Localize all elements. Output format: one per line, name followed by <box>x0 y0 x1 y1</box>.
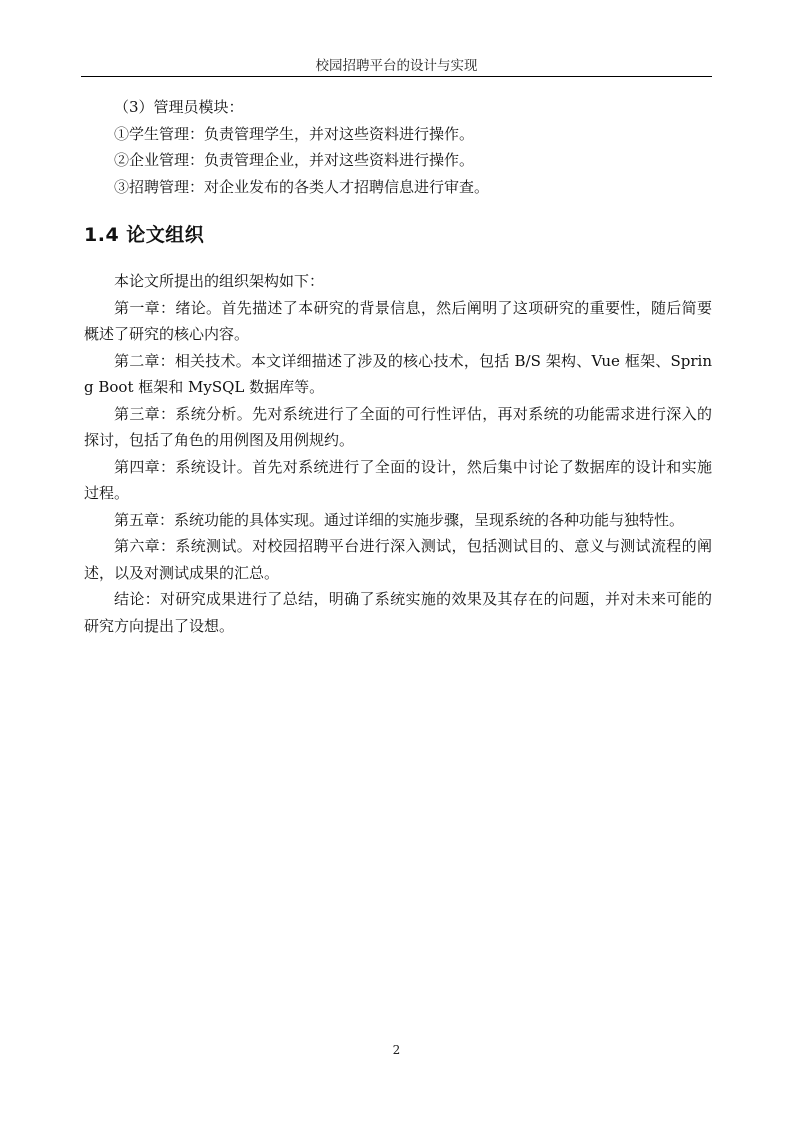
paragraph-chapter-3: 第三章：系统分析。先对系统进行了全面的可行性评估，再对系统的功能需求进行深入的探讨，包括了角色的用例图及用例规约。 <box>84 404 712 449</box>
admin-module-item-recruitment: ③招聘管理：对企业发布的各类人才招聘信息进行审查。 <box>114 177 490 196</box>
paragraph-conclusion: 结论：对研究成果进行了总结，明确了系统实施的效果及其存在的问题，并对未来可能的研究方向提出了设想。 <box>84 590 712 635</box>
paragraph-chapter-6: 第六章：系统测试。对校园招聘平台进行深入测试，包括测试目的、意义与测试流程的阐述，以及对测试成果的汇总。 <box>84 537 712 582</box>
admin-module-heading: （3）管理员模块： <box>114 98 244 116</box>
paragraph-chapter-5: 第五章：系统功能的具体实现。通过详细的实施步骤，呈现系统的各种功能与独特性。 <box>114 510 685 529</box>
admin-module-item-company: ②企业管理：负责管理企业，并对这些资料进行操作。 <box>114 151 475 169</box>
header-rule <box>81 76 712 77</box>
running-header: 校园招聘平台的设计与实现 <box>315 58 478 74</box>
paragraph-intro: 本论文所提出的组织架构如下： <box>114 272 325 290</box>
section-heading: 1.4 论文组织 <box>84 224 205 246</box>
paragraph-chapter-1: 第一章：绪论。首先描述了本研究的背景信息，然后阐明了这项研究的重要性，随后简要概述了研究的核心内容。 <box>84 298 712 343</box>
page-number: 2 <box>392 1043 401 1057</box>
admin-module-item-student: ①学生管理：负责管理学生，并对这些资料进行操作。 <box>114 124 475 143</box>
page-content <box>84 94 712 639</box>
paragraph-chapter-2: 第二章：相关技术。本文详细描述了涉及的核心技术，包括 B/S 架构、Vue 框架、Spring Boot 框架和 MySQL 数据库等。 <box>84 351 712 396</box>
paragraph-chapter-4: 第四章：系统设计。首先对系统进行了全面的设计，然后集中讨论了数据库的设计和实施过程。 <box>84 457 712 502</box>
